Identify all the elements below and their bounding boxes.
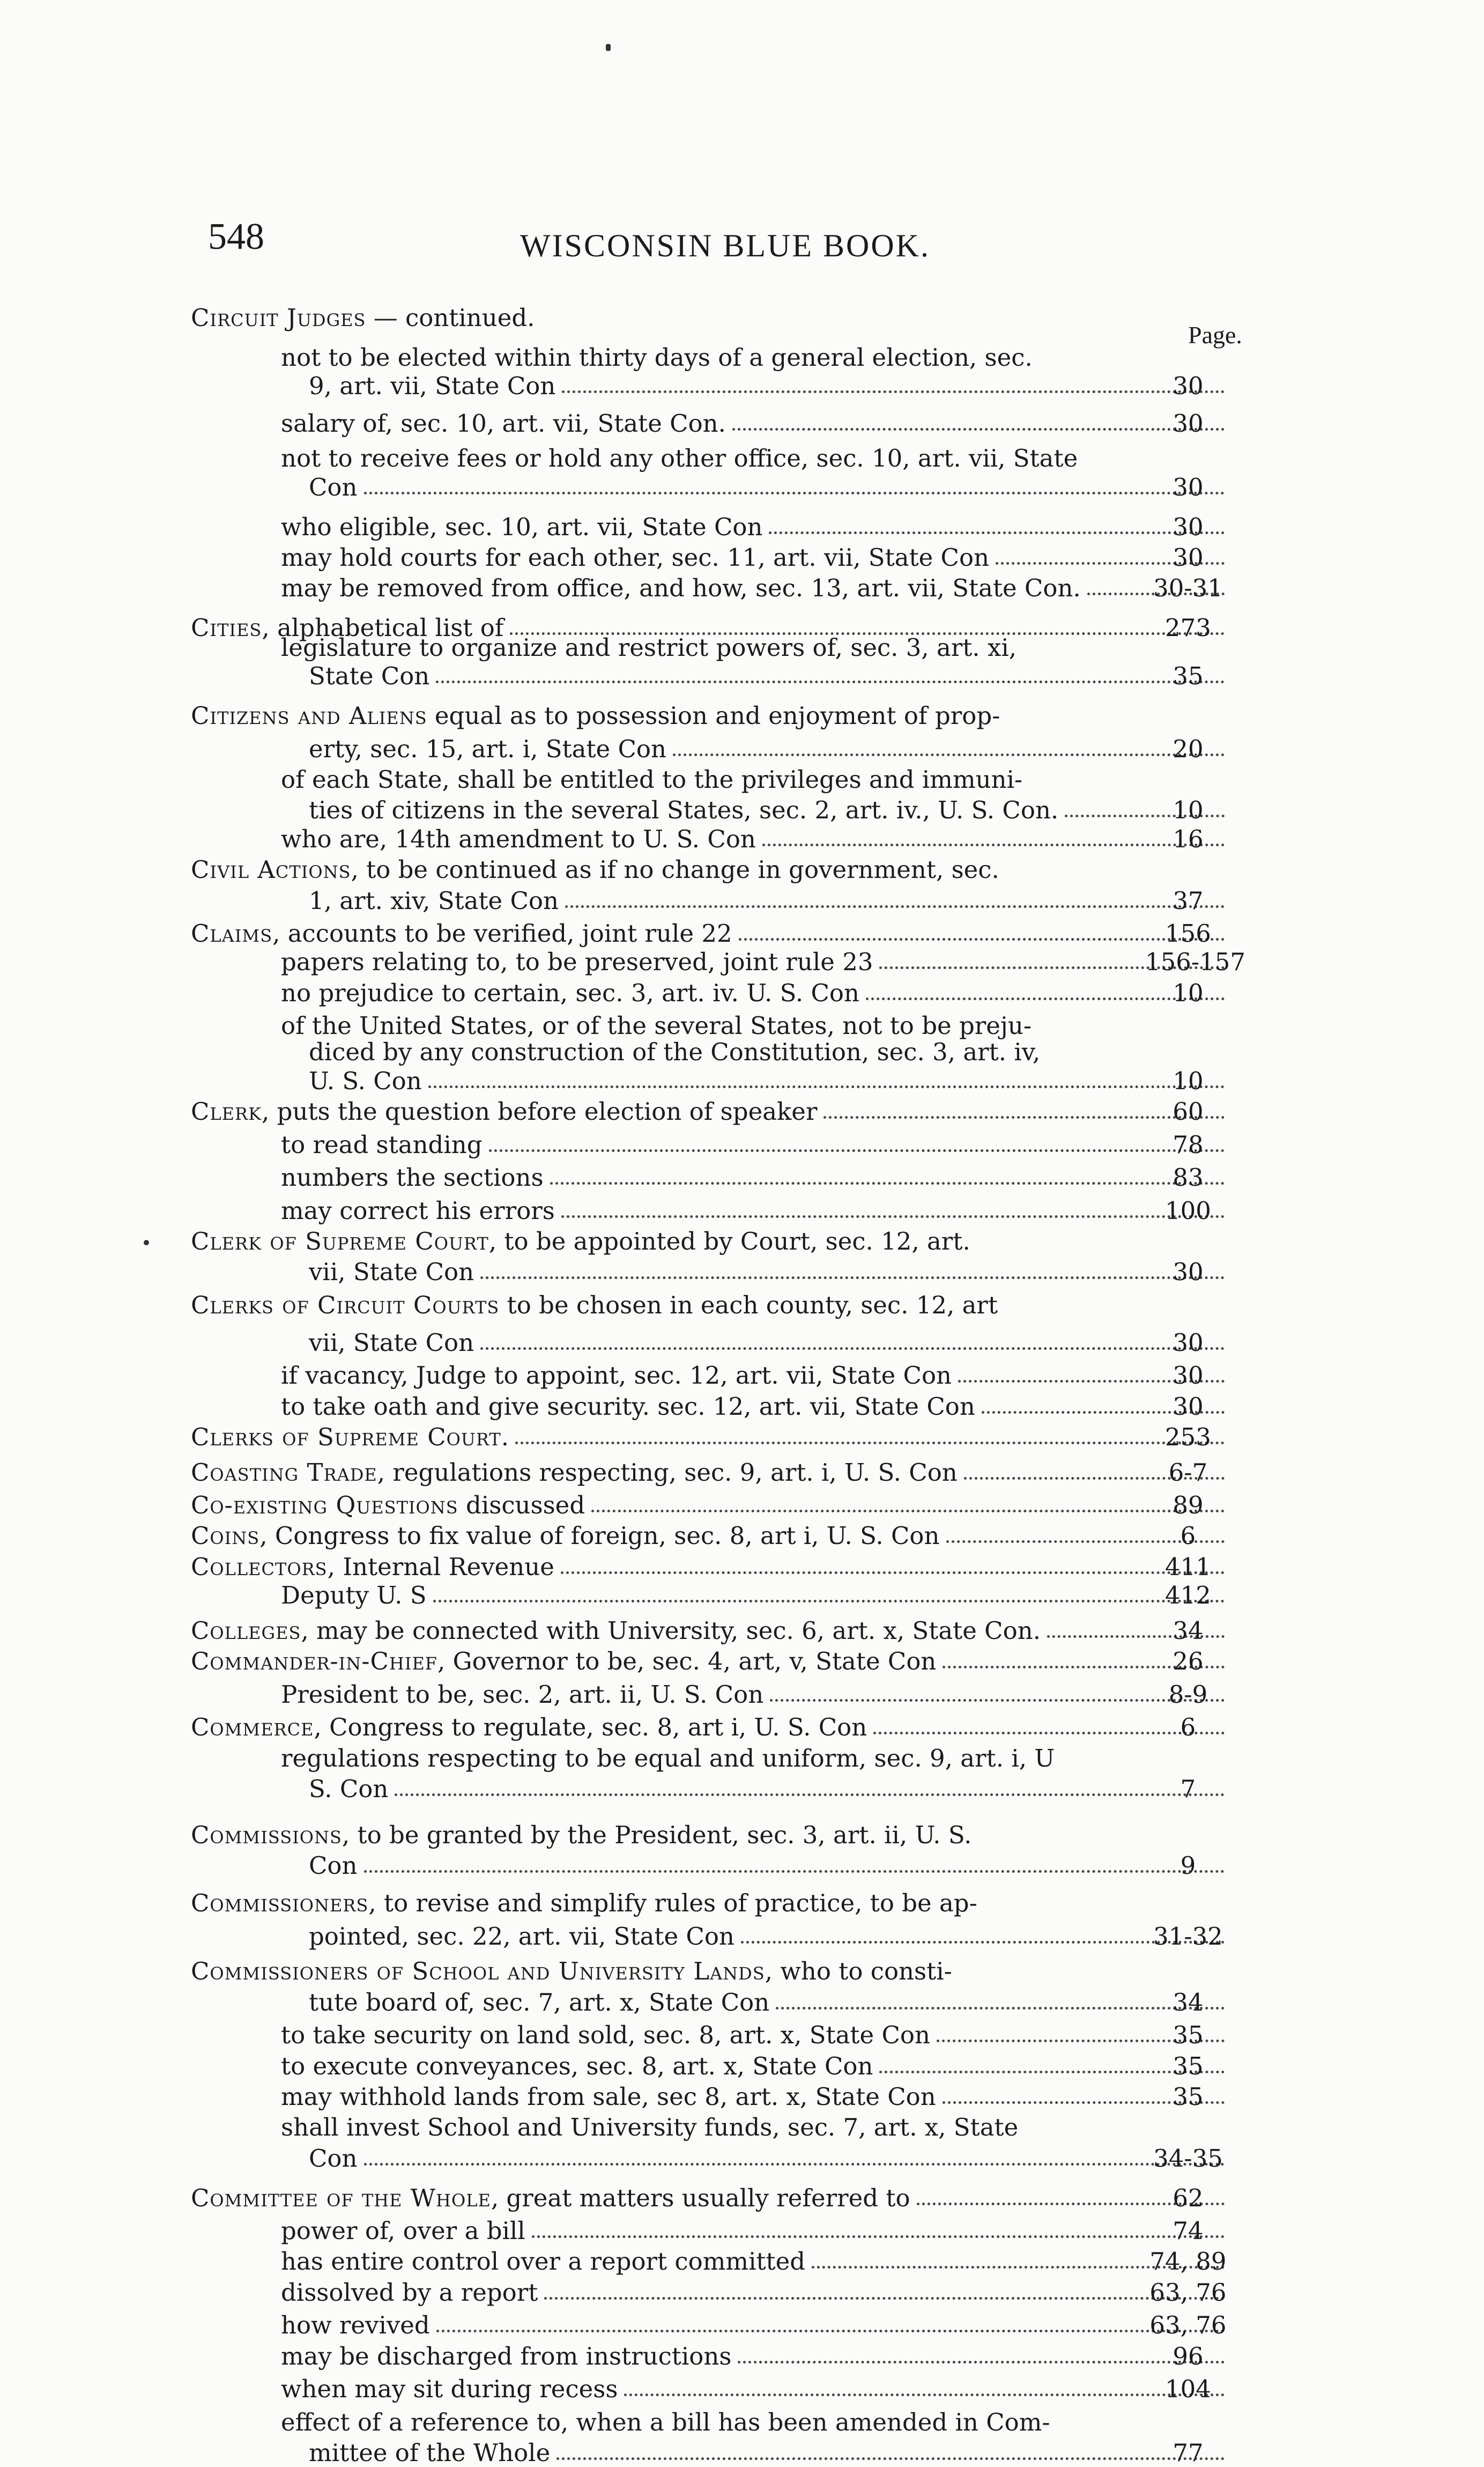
page-number: 548 (208, 216, 264, 257)
dot-leader (556, 2457, 1225, 2460)
entry-body: power of, over a bill (281, 2217, 525, 2245)
index-entry (191, 1329, 1231, 1356)
page-reference: 30 (1173, 1361, 1204, 1390)
index-entry (191, 514, 1231, 541)
dot-leader (436, 681, 1225, 683)
entry-body: to take security on land sold, sec. 8, art. x, State Con (281, 2021, 930, 2050)
entry-body: , Congress to fix value of foreign, sec. 8, art i, U. S. Con (259, 1521, 940, 1550)
index-entry (191, 2279, 1231, 2306)
entry-text (281, 1013, 1032, 1039)
page-reference: 273 (1165, 614, 1211, 642)
index-entry (191, 373, 1231, 400)
entry-text (191, 1822, 971, 1849)
ink-speck (606, 44, 611, 51)
index-entry (191, 1681, 1231, 1708)
index-entry (191, 445, 1231, 472)
entry-body: not to be elected within thirty days of a general election, sec. (281, 343, 1033, 372)
dot-leader (532, 2235, 1225, 2238)
page-reference: 34 (1173, 1988, 1204, 2017)
dot-leader (565, 905, 1225, 908)
index-entry (191, 2248, 1231, 2275)
dot-leader (364, 492, 1225, 494)
index-entry (191, 2343, 1231, 2370)
entry-text (309, 1989, 769, 2016)
entry-text (281, 2084, 936, 2110)
index-entry (191, 948, 1245, 977)
entry-heading: Citizens and Aliens (191, 701, 427, 730)
entry-body: , regulations respecting, sec. 9, art. i, U. S. Con (377, 1458, 958, 1487)
entry-text (281, 445, 1078, 472)
page-reference: 74, 89 (1149, 2247, 1227, 2276)
entry-text (191, 1554, 554, 1580)
entry-text (281, 514, 762, 541)
page-reference: 100 (1165, 1196, 1211, 1225)
entry-text (309, 663, 429, 690)
entry-body: , to be appointed by Court, sec. 12, art. (488, 1227, 970, 1255)
dot-leader (561, 1571, 1225, 1574)
entry-heading: Circuit Judges (191, 304, 366, 332)
page-reference: 253 (1165, 1422, 1211, 1451)
page-reference: 9 (1180, 1851, 1196, 1880)
index-entry (191, 1459, 1231, 1486)
page-reference: 30 (1173, 472, 1204, 501)
index-entry (191, 1259, 1231, 1286)
entry-body: , to be granted by the President, sec. 3, art. ii, U. S. (342, 1821, 972, 1849)
entry-text (281, 2376, 618, 2403)
entry-text (191, 1459, 958, 1486)
page-reference: 30 (1173, 1392, 1204, 1421)
entry-heading: Coasting Trade (191, 1458, 377, 1487)
dot-leader (673, 754, 1225, 756)
page-reference: 89 (1173, 1491, 1204, 1519)
index-entry (191, 2084, 1231, 2110)
entry-body: , Governor to be, sec. 4, art, v, State Con (437, 1647, 937, 1676)
page-reference: 20 (1173, 734, 1204, 763)
entry-body: Deputy U. S (281, 1581, 427, 1610)
entry-text (281, 1681, 763, 1708)
entry-body: , who to consti- (765, 1957, 952, 1986)
index-entry (191, 1523, 1231, 1549)
index-entry (191, 1617, 1231, 1644)
entry-body: discussed (458, 1491, 585, 1519)
entry-text (281, 2409, 1050, 2436)
index-entry (191, 474, 1231, 501)
entry-body: equal as to possession and enjoyment of prop- (427, 701, 1000, 730)
page-reference: 37 (1173, 886, 1204, 915)
entry-body: tute board of, sec. 7, art. x, State Con (309, 1988, 770, 2017)
index-entry (191, 1068, 1231, 1095)
entry-text (191, 1890, 977, 1917)
entry-text (191, 1228, 970, 1255)
index-entry (191, 1554, 1231, 1580)
dot-leader (428, 1085, 1225, 1088)
page-reference: 31-32 (1153, 1922, 1223, 1951)
index-entry (191, 1648, 1231, 1675)
entry-body: to be chosen in each county, sec. 12, art (499, 1290, 998, 1319)
index-entry (191, 544, 1231, 571)
dot-leader (480, 1276, 1225, 1279)
page-reference: 77 (1173, 2439, 1204, 2467)
entry-body: , great matters usually referred to (491, 2183, 910, 2212)
entry-text (191, 305, 535, 331)
entry-body: , to revise and simplify rules of practice, to be ap- (368, 1889, 977, 1918)
entry-text (281, 575, 1081, 602)
dot-leader (561, 1215, 1225, 1218)
page-reference: 412 (1165, 1581, 1211, 1610)
entry-text (309, 2145, 358, 2172)
index-entry (191, 2376, 1231, 2403)
entry-body: , Congress to regulate, sec. 8, art i, U. S. Con (314, 1713, 867, 1742)
index-entry (191, 1164, 1231, 1191)
page-reference: 10 (1173, 1066, 1204, 1095)
index-entry (191, 1424, 1231, 1451)
entry-text (281, 2218, 525, 2244)
entry-text (281, 1164, 544, 1191)
entry-heading: Clerk (191, 1097, 262, 1126)
entry-text (281, 344, 1033, 371)
page-reference: 35 (1173, 2082, 1204, 2111)
index-entry (191, 1492, 1231, 1519)
page-reference: 30 (1173, 512, 1204, 541)
index-entry (191, 1714, 1231, 1741)
entry-text (281, 826, 756, 853)
entry-body: Con (309, 1851, 358, 1880)
page-reference: 411 (1165, 1552, 1211, 1581)
entry-body: , may be connected with University, sec. 6, art. x, State Con. (301, 1616, 1041, 1645)
page-reference: 6 (1180, 1521, 1196, 1550)
entry-text (309, 797, 1058, 824)
page-reference: 35 (1173, 2051, 1204, 2080)
entry-body: State Con (309, 662, 430, 691)
entry-body: . (501, 1422, 509, 1451)
entry-text (191, 1292, 998, 1319)
entry-text (191, 1492, 585, 1519)
entry-text (191, 920, 732, 947)
index-entry (191, 1132, 1231, 1158)
dot-leader (395, 1793, 1225, 1796)
page-reference: 83 (1173, 1163, 1204, 1192)
index-entry (191, 2022, 1231, 2049)
entry-text (191, 1424, 509, 1451)
entry-text (281, 1198, 555, 1224)
index-entry (191, 888, 1231, 914)
entry-body: may be discharged from instructions (281, 2342, 732, 2370)
entry-text (281, 949, 873, 976)
index-entry (191, 980, 1231, 1007)
entry-body: papers relating to, to be preserved, joint rule 23 (281, 948, 873, 977)
index-entry (191, 1958, 1231, 1985)
entry-text (309, 1852, 358, 1879)
index-entry (191, 2409, 1231, 2436)
entry-body: if vacancy, Judge to appoint, sec. 12, art. vii, State Con (281, 1361, 952, 1390)
page-reference: 35 (1173, 2021, 1204, 2050)
entry-text (191, 1958, 952, 1985)
index-entry (191, 575, 1231, 602)
entry-heading: Colleges (191, 1616, 301, 1645)
entry-text (281, 766, 1022, 793)
page-reference: 35 (1173, 662, 1204, 691)
page-reference: 34 (1173, 1616, 1204, 1645)
dot-leader (550, 1182, 1225, 1185)
page-reference: 6 (1180, 1713, 1196, 1742)
index-entry (191, 1776, 1231, 1803)
index-entry (191, 2185, 1231, 2212)
entry-body: not to receive fees or hold any other office, sec. 10, art. vii, State (281, 444, 1078, 473)
dot-leader (364, 2163, 1225, 2166)
entry-text (281, 1745, 1055, 1772)
margin-mark (144, 1240, 149, 1245)
entry-heading: Commissions (191, 1821, 342, 1849)
entry-text (191, 1523, 940, 1549)
entry-body: legislature to organize and restrict powers of, sec. 3, art. xi, (281, 633, 1017, 662)
entry-body: vii, State Con (309, 1258, 474, 1287)
entry-text (191, 1648, 936, 1675)
entry-text (309, 1259, 474, 1286)
page-reference: 30 (1173, 543, 1204, 572)
entry-body: effect of a reference to, when a bill has been amended in Com- (281, 2407, 1050, 2436)
dot-leader (436, 2330, 1225, 2332)
entry-text (191, 2185, 910, 2212)
entry-body: pointed, sec. 22, art. vii, State Con (309, 1922, 734, 1951)
entry-body: regulations respecting to be equal and uniform, sec. 9, art. i, U (281, 1744, 1055, 1772)
dot-leader (480, 1347, 1225, 1350)
entry-body: , to be continued as if no change in government, sec. (351, 855, 999, 884)
index-entry (191, 410, 1231, 437)
index-entry (191, 826, 1231, 853)
index-entry (191, 2053, 1231, 2080)
dot-leader (591, 1510, 1225, 1512)
entry-text (281, 2279, 538, 2306)
page-reference: 78 (1173, 1130, 1204, 1159)
entry-text (309, 888, 559, 914)
entry-text (191, 856, 999, 883)
index-entry (191, 1013, 1231, 1039)
entry-body: who are, 14th amendment to U. S. Con (281, 824, 756, 853)
page-reference: 63, 76 (1149, 2278, 1227, 2307)
entry-body: ties of citizens in the several States, sec. 2, art. iv., U. S. Con. (309, 796, 1059, 825)
entry-text (281, 2053, 873, 2080)
page-reference: 30 (1173, 1258, 1204, 1287)
page-reference: 7 (1180, 1774, 1196, 1803)
entry-text (281, 544, 989, 571)
entry-body: how revived (281, 2311, 430, 2340)
index-entry (191, 1039, 1231, 1066)
entry-body: U. S. Con (309, 1066, 422, 1095)
entry-body: may withhold lands from sale, sec 8, art. x, State Con (281, 2082, 936, 2111)
index-entry (191, 703, 1231, 729)
entry-text (281, 1362, 952, 1389)
page-reference: 96 (1173, 2342, 1204, 2370)
entry-body: mittee of the Whole (309, 2439, 551, 2467)
entry-text (281, 2312, 430, 2339)
index-entry (191, 663, 1231, 690)
index-entry (191, 856, 1231, 883)
index-entry (191, 2312, 1231, 2339)
index-entry (191, 344, 1231, 371)
index-entry (191, 1890, 1231, 1917)
entry-text (281, 1132, 483, 1158)
index-entry (191, 1582, 1231, 1609)
entry-heading: Clerks of Supreme Court (191, 1422, 501, 1451)
page-reference: 10 (1173, 796, 1204, 825)
entry-body: may hold courts for each other, sec. 11, art. vii, State Con (281, 543, 990, 572)
index-entry (191, 766, 1231, 793)
entry-text (309, 736, 666, 763)
entry-text (281, 2022, 930, 2049)
index-entry (191, 1393, 1231, 1420)
entry-body: , alphabetical list of (262, 614, 504, 642)
entry-text (191, 703, 1000, 729)
entry-heading: Cities (191, 614, 262, 642)
entry-heading: Clerk of Supreme Court (191, 1227, 489, 1255)
entry-heading: Clerks of Circuit Courts (191, 1290, 500, 1319)
page-reference: 16 (1173, 824, 1204, 853)
entry-text (281, 634, 1016, 661)
entry-text (281, 1582, 427, 1609)
dot-leader (364, 1870, 1225, 1873)
entry-body: of the United States, or of the several States, not to be preju- (281, 1011, 1032, 1040)
page-header (193, 216, 1244, 275)
entry-body: , accounts to be verified, joint rule 22 (272, 919, 732, 948)
entry-body: vii, State Con (309, 1328, 474, 1357)
dot-leader (624, 2394, 1225, 2396)
entry-body: , Internal Revenue (327, 1552, 554, 1581)
entry-body: to execute conveyances, sec. 8, art. x, State Con (281, 2051, 873, 2080)
index-entry (191, 634, 1231, 661)
index-entry (191, 1198, 1231, 1224)
entry-body: no prejudice to certain, sec. 3, art. iv. U. S. Con (281, 978, 859, 1007)
entry-body: erty, sec. 15, art. i, State Con (309, 734, 666, 763)
entry-heading: Commander-in-Chief (191, 1647, 438, 1676)
dot-leader (544, 2297, 1225, 2300)
entry-body: diced by any construction of the Constitution, sec. 3, art. iv, (309, 1038, 1041, 1067)
entry-body: , puts the question before election of speaker (262, 1097, 818, 1126)
page-reference: 156-157 (1145, 948, 1245, 977)
entry-body: numbers the sections (281, 1163, 544, 1192)
page-reference: 26 (1173, 1647, 1204, 1676)
page-reference: 104 (1165, 2375, 1211, 2404)
entry-text (281, 980, 859, 1007)
page-reference: 30 (1173, 409, 1204, 438)
dot-leader (433, 1600, 1225, 1602)
entry-body: salary of, sec. 10, art. vii, State Con. (281, 409, 726, 438)
dot-leader (515, 1442, 1225, 1444)
entry-text (281, 2248, 805, 2275)
entry-body: shall invest School and University funds, sec. 7, art. x, State (281, 2113, 1019, 2142)
index-entry (191, 2440, 1231, 2466)
page-reference: 63, 76 (1149, 2311, 1227, 2340)
entry-text (309, 373, 555, 400)
entry-body: President to be, sec. 2, art. ii, U. S. Con (281, 1680, 764, 1709)
entry-body: has entire control over a report committed (281, 2247, 806, 2276)
entry-body: to take oath and give security. sec. 12, art. vii, State Con (281, 1392, 975, 1421)
page-reference: 60 (1173, 1097, 1204, 1126)
page-reference: 30 (1173, 372, 1204, 401)
index-entry (191, 1228, 1231, 1255)
entry-text (191, 1714, 867, 1741)
entry-text (309, 1776, 388, 1803)
entry-body: Con (309, 472, 358, 501)
entry-text (281, 410, 726, 437)
index-entry (191, 1745, 1231, 1772)
entry-text (309, 1039, 1040, 1066)
page-reference: 30-31 (1153, 574, 1223, 603)
page-reference: 74 (1173, 2217, 1204, 2245)
page-column-label: Page. (1188, 321, 1242, 349)
entry-body: — continued. (366, 304, 535, 332)
index-entry (191, 1989, 1231, 2016)
entry-body: S. Con (309, 1774, 389, 1803)
index-entry (191, 736, 1231, 763)
entry-heading: Coins (191, 1521, 260, 1550)
entry-body: dissolved by a report (281, 2278, 538, 2307)
dot-leader (562, 390, 1225, 393)
index-entry (191, 1292, 1231, 1319)
index-entry (191, 797, 1231, 824)
page-reference: 62 (1173, 2183, 1204, 2212)
entry-body: may be removed from office, and how, sec. 13, art. vii, State Con. (281, 574, 1081, 603)
entry-heading: Claims (191, 919, 273, 948)
index-entry (191, 1822, 1231, 1849)
entry-body: 9, art. vii, State Con (309, 372, 556, 401)
entry-heading: Co-existing Questions (191, 1491, 458, 1519)
entry-text (191, 1617, 1041, 1644)
page-reference: 30 (1173, 1328, 1204, 1357)
entry-heading: Committee of the Whole (191, 2183, 491, 2212)
entry-text (281, 1393, 975, 1420)
index-entry (191, 920, 1231, 947)
entry-heading: Civil Actions (191, 855, 351, 884)
entry-text (309, 474, 358, 501)
entry-body: 1, art. xiv, State Con (309, 886, 559, 915)
index-entry (191, 2145, 1231, 2172)
entry-text (309, 2440, 550, 2466)
index-entry (191, 1362, 1231, 1389)
index-entry (191, 305, 1231, 331)
entry-heading: Collectors (191, 1552, 328, 1581)
entry-body: to read standing (281, 1130, 483, 1159)
dot-leader (489, 1149, 1225, 1152)
page-reference: 34-35 (1153, 2144, 1223, 2173)
entry-text (309, 1068, 422, 1095)
index-entry (191, 1923, 1231, 1950)
page-reference: 6-7 (1168, 1458, 1208, 1487)
entry-body: who eligible, sec. 10, art. vii, State Con (281, 512, 763, 541)
running-title: WISCONSIN BLUE BOOK. (520, 228, 930, 263)
entry-text (191, 1098, 817, 1125)
index-entry (191, 2218, 1231, 2244)
entry-heading: Commissioners of School and University Lands (191, 1957, 765, 1986)
page-reference: 156 (1165, 919, 1211, 948)
entry-heading: Commerce (191, 1713, 314, 1742)
page-reference: 8-9 (1168, 1680, 1208, 1709)
entry-text (281, 2114, 1018, 2141)
entry-heading: Commissioners (191, 1889, 369, 1918)
index-entry (191, 1852, 1231, 1879)
entry-text (309, 1329, 474, 1356)
entry-body: of each State, shall be entitled to the privileges and immuni- (281, 765, 1023, 794)
page-reference: 10 (1173, 978, 1204, 1007)
index-entry (191, 1098, 1231, 1125)
index-entry (191, 2114, 1231, 2141)
entry-text (281, 2343, 731, 2370)
entry-text (309, 1923, 734, 1950)
entry-body: when may sit during recess (281, 2375, 618, 2404)
entry-body: Con (309, 2144, 358, 2173)
entry-body: may correct his errors (281, 1196, 555, 1225)
